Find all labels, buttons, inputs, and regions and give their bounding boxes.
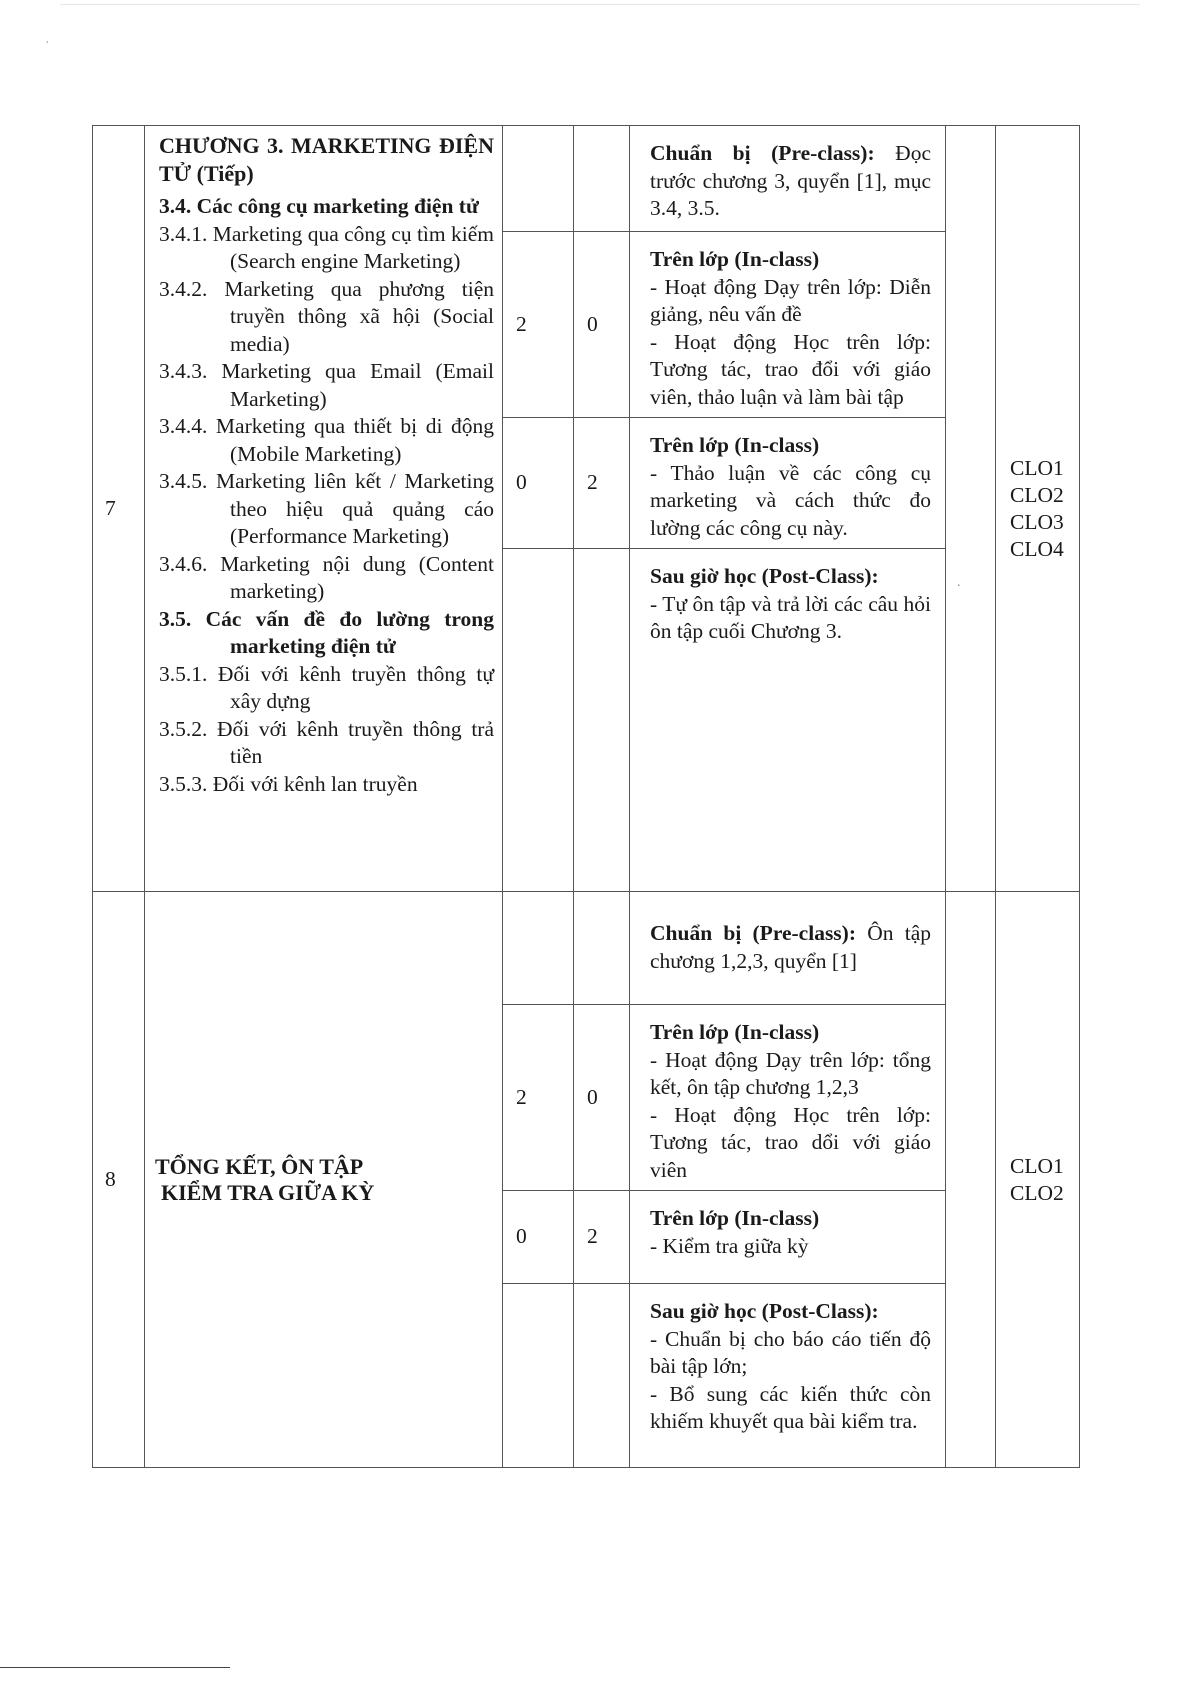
week-8-row-1 [93,892,1080,1005]
subsection-item: 3.4.3. Marketing qua Email (Email Marketing) [159,359,494,411]
practice-hours-cell: 2 [574,418,630,549]
practice-hours-cell: 0 [574,232,630,418]
lecture-hours-cell [503,126,574,232]
clo-item: CLO4 [1010,536,1064,561]
practice-hours-cell [574,892,630,1005]
lecture-hours-cell [503,1284,574,1468]
subsection-item: 3.4.5. Marketing liên kết / Marketing theo hiệu quả quảng cáo (Performance Marketing) [159,469,494,548]
activity-heading: Trên lớp (In-class) [650,1206,820,1230]
chapter-title: CHƯƠNG 3. MARKETING ĐIỆN TỬ (Tiếp) [159,133,494,186]
activity-line: - Bổ sung các kiến thức còn khiếm khuyết qua bài kiểm tra. [650,1381,931,1433]
activity-heading: Trên lớp (In-class) [650,1020,820,1044]
lecture-hours-cell: 0 [503,418,574,549]
activity-line: - Tự ôn tập và trả lời các câu hỏi ôn tập cuối Chương 3. [650,591,931,643]
activity-heading: Trên lớp (In-class) [650,433,820,457]
subsection-item: 3.4.6. Marketing nội dung (Content marketing) [159,551,494,603]
activity-cell [630,1005,946,1191]
activity-heading: Sau giờ học (Post-Class): [650,1299,879,1323]
section-heading: 3.4. Các công cụ marketing điện tử [159,194,479,218]
activity-cell [630,549,946,892]
subsection-item: 3.5.2. Đối với kênh truyền thông trả tiền [159,716,494,768]
week-number-cell: 8 [93,892,145,1468]
activity-text: Ôn tập chương 1,2,3, quyển [1] [650,921,931,973]
clo-item: CLO2 [1010,482,1064,507]
page-top-edge [60,4,1140,5]
summary-line: KIỂM TRA GIỮA KỲ [161,1179,375,1205]
activity-cell [630,418,946,549]
activity-line: - Hoạt động Học trên lớp: Tương tác, trao đổi với giáo viên, thảo luận và làm bài tập [650,329,931,409]
activity-heading: Chuẩn bị (Pre-class): [650,921,856,945]
practice-hours-cell: 2 [574,1191,630,1284]
activity-line: - Hoạt động Học trên lớp: Tương tác, trao dổi với giáo viên [650,1102,931,1182]
activity-cell [630,126,946,232]
empty-cell [946,126,996,892]
activity-line: - Chuẩn bị cho báo cáo tiến độ bài tập lớn; [650,1326,931,1378]
footnote-rule [0,1667,230,1668]
clo-item: CLO3 [1010,509,1064,534]
practice-hours-cell [574,1284,630,1468]
lecture-hours-cell [503,549,574,892]
activity-line: - Thảo luận về các công cụ marketing và cách thức đo lường các công cụ này. [650,460,931,540]
subsection-item: 3.4.2. Marketing qua phương tiện truyền thông xã hội (Social media) [159,276,494,356]
clo-item: CLO2 [1010,1180,1064,1205]
subsection-item: 3.5.1. Đối với kênh truyền thông tự xây dựng [159,661,494,713]
activity-cell [630,232,946,418]
clo-item: CLO1 [1010,1153,1064,1178]
clo-cell [996,126,1080,892]
scan-mark: , [46,34,49,45]
activity-line: - Hoạt động Dạy trên lớp: tổng kết, ôn tập chương 1,2,3 [650,1047,931,1099]
activity-cell [630,892,946,1005]
activity-line: - Hoạt động Dạy trên lớp: Diễn giảng, nêu vấn đề [650,274,931,326]
practice-hours-cell: 0 [574,1005,630,1191]
subsection-item: 3.4.4. Marketing qua thiết bị di động (Mobile Marketing) [159,414,494,466]
week-7-row-1 [93,126,1080,232]
week-content-cell [145,126,503,892]
empty-cell [946,892,996,1468]
scan-dot: . [957,575,961,590]
lecture-hours-cell: 2 [503,232,574,418]
practice-hours-cell [574,126,630,232]
subsection-item: 3.5.3. Đối với kênh lan truyền [159,771,418,796]
subsection-item: 3.4.1. Marketing qua công cụ tìm kiếm (Search engine Marketing) [159,221,494,273]
lecture-hours-cell [503,892,574,1005]
activity-line: - Kiểm tra giữa kỳ [650,1233,809,1258]
clo-item: CLO1 [1010,455,1064,480]
activity-cell [630,1191,946,1284]
activity-heading: Sau giờ học (Post-Class): [650,564,879,588]
lecture-hours-cell: 0 [503,1191,574,1284]
schedule-table [92,125,1080,1468]
activity-text: Đọc trước chương 3, quyển [1], mục 3.4, 3.5. [650,141,931,220]
week-content-cell [145,892,503,1468]
lecture-hours-cell: 2 [503,1005,574,1191]
activity-heading: Trên lớp (In-class) [650,247,820,271]
week-number-cell: 7 [93,126,145,892]
activity-heading: Chuẩn bị (Pre-class): [650,141,875,165]
summary-line: TỔNG KẾT, ÔN TẬP [155,1153,364,1179]
activity-cell [630,1284,946,1468]
clo-cell [996,892,1080,1468]
section-heading: 3.5. Các vấn đề đo lường trong marketing điện tử [159,606,494,658]
practice-hours-cell [574,549,630,892]
